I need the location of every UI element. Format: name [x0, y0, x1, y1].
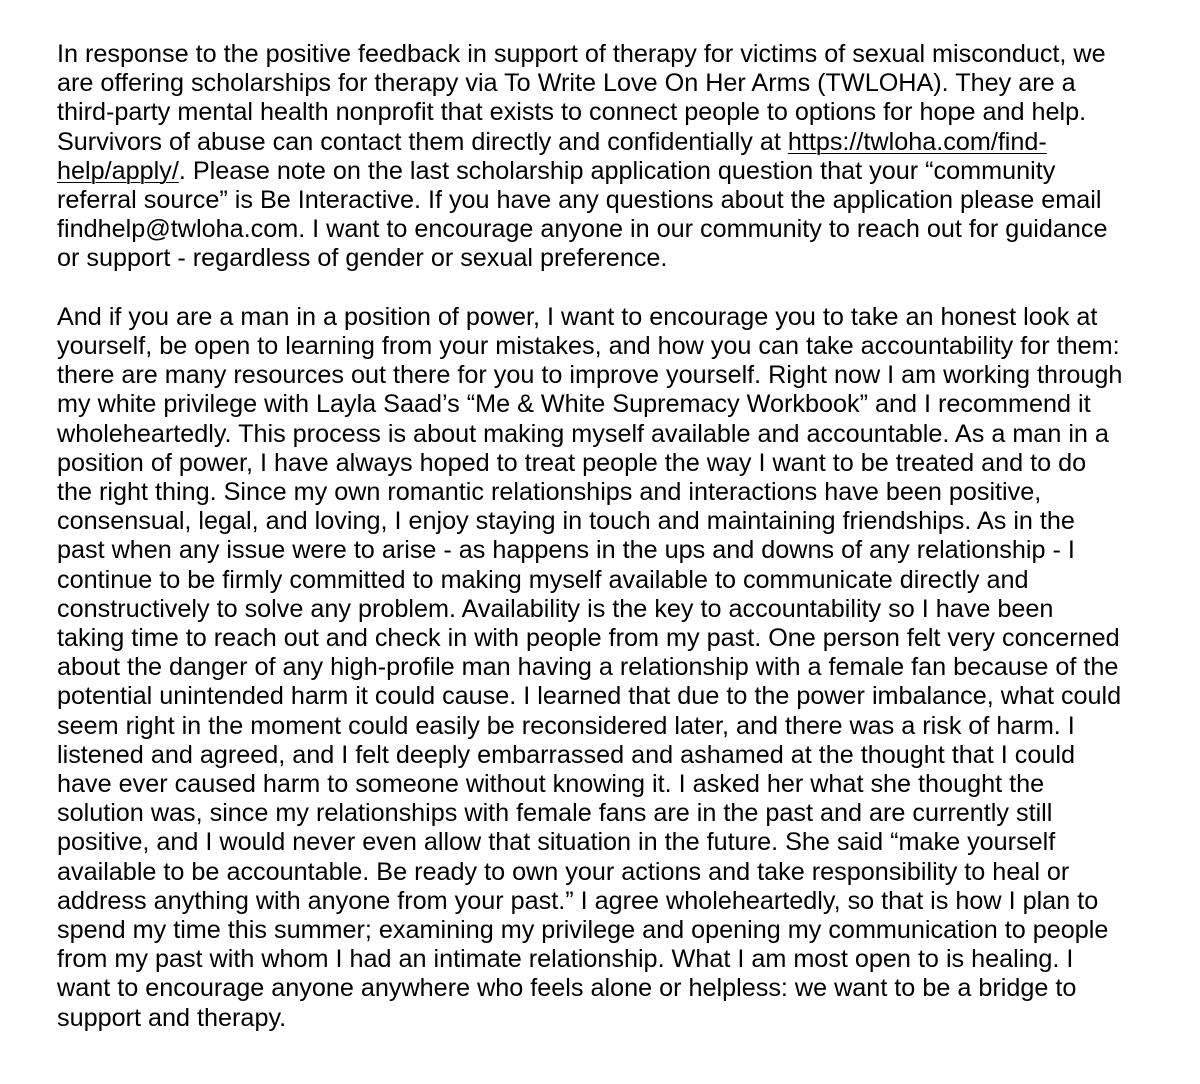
text-line	[57, 157, 1167, 186]
paragraph-scholarships	[57, 40, 1167, 274]
paragraph-accountability	[57, 303, 1167, 1033]
text-line: yourself, be open to learning from your mistakes, and how you can take accountability for them:	[57, 332, 1120, 361]
text-line: have ever caused harm to someone without knowing it. I asked her what she thought the	[57, 770, 1045, 799]
text-line: consensual, legal, and loving, I enjoy staying in touch and maintaining friendships. As in the	[57, 507, 1075, 536]
text-segment: Survivors of abuse can contact them directly and confidentially at	[57, 127, 788, 156]
text-line: past when any issue were to arise - as happens in the ups and downs of any relationship - I	[57, 536, 1075, 565]
text-line: solution was, since my relationships with female fans are in the past and are currently still	[57, 799, 1053, 828]
apply-link[interactable]: https://twloha.com/find-	[787, 127, 1047, 156]
text-line: or support - regardless of gender or sexual preference.	[57, 244, 668, 273]
text-line: there are many resources out there for you to improve yourself. Right now I am working through	[57, 361, 1123, 390]
text-line: about the danger of any high-profile man having a relationship with a female fan because of the	[57, 653, 1119, 682]
text-line: potential unintended harm it could cause. I learned that due to the power imbalance, what could	[57, 682, 1122, 711]
text-line: spend my time this summer; examining my privilege and opening my communication to people	[57, 916, 1109, 945]
paragraph-spacer	[57, 274, 1167, 303]
text-line: are offering scholarships for therapy via To Write Love On Her Arms (TWLOHA). They are a	[57, 69, 1076, 98]
apply-link-continued[interactable]: help/apply/	[57, 156, 179, 185]
text-line: And if you are a man in a position of power, I want to encourage you to take an honest look at	[57, 302, 1098, 331]
text-line: my white privilege with Layla Saad’s “Me & White Supremacy Workbook” and I recommend it	[57, 390, 1091, 419]
text-line: available to be accountable. Be ready to own your actions and take responsibility to heal or	[57, 857, 1070, 886]
text-line: third-party mental health nonprofit that exists to connect people to options for hope and help.	[57, 98, 1087, 127]
text-line: continue to be firmly committed to making myself available to communicate directly and	[57, 565, 1029, 594]
text-line: taking time to reach out and check in with people from my past. One person felt very concerned	[57, 624, 1120, 653]
document-body	[57, 40, 1167, 1033]
text-line: listened and agreed, and I felt deeply embarrassed and ashamed at the thought that I could	[57, 740, 1075, 769]
text-line: from my past with whom I had an intimate relationship. What I am most open to is healing. I	[57, 945, 1074, 974]
text-line: findhelp@twloha.com. I want to encourage anyone in our community to reach out for guidance	[57, 215, 1108, 244]
text-line: the right thing. Since my own romantic relationships and interactions have been positive,	[57, 478, 1042, 507]
text-line: address anything with anyone from your past.” I agree wholeheartedly, so that is how I plan to	[57, 886, 1099, 915]
text-line: position of power, I have always hoped to treat people the way I want to be treated and to do	[57, 448, 1087, 477]
text-line: positive, and I would never even allow that situation in the future. She said “make yourself	[57, 828, 1056, 857]
text-line: support and therapy.	[57, 1003, 287, 1032]
text-segment: . Please note on the last scholarship application question that your “community	[178, 156, 1056, 185]
text-line: referral source” is Be Interactive. If you have any questions about the application please email	[57, 186, 1102, 215]
text-line: constructively to solve any problem. Availability is the key to accountability so I have been	[57, 594, 1054, 623]
text-line	[57, 128, 1167, 157]
text-line: seem right in the moment could easily be reconsidered later, and there was a risk of harm. I	[57, 711, 1075, 740]
text-line: want to encourage anyone anywhere who feels alone or helpless: we want to be a bridge to	[57, 974, 1077, 1003]
text-line: wholeheartedly. This process is about making myself available and accountable. As a man in a	[57, 419, 1109, 448]
text-line: In response to the positive feedback in support of therapy for victims of sexual misconduct, we	[57, 40, 1106, 68]
